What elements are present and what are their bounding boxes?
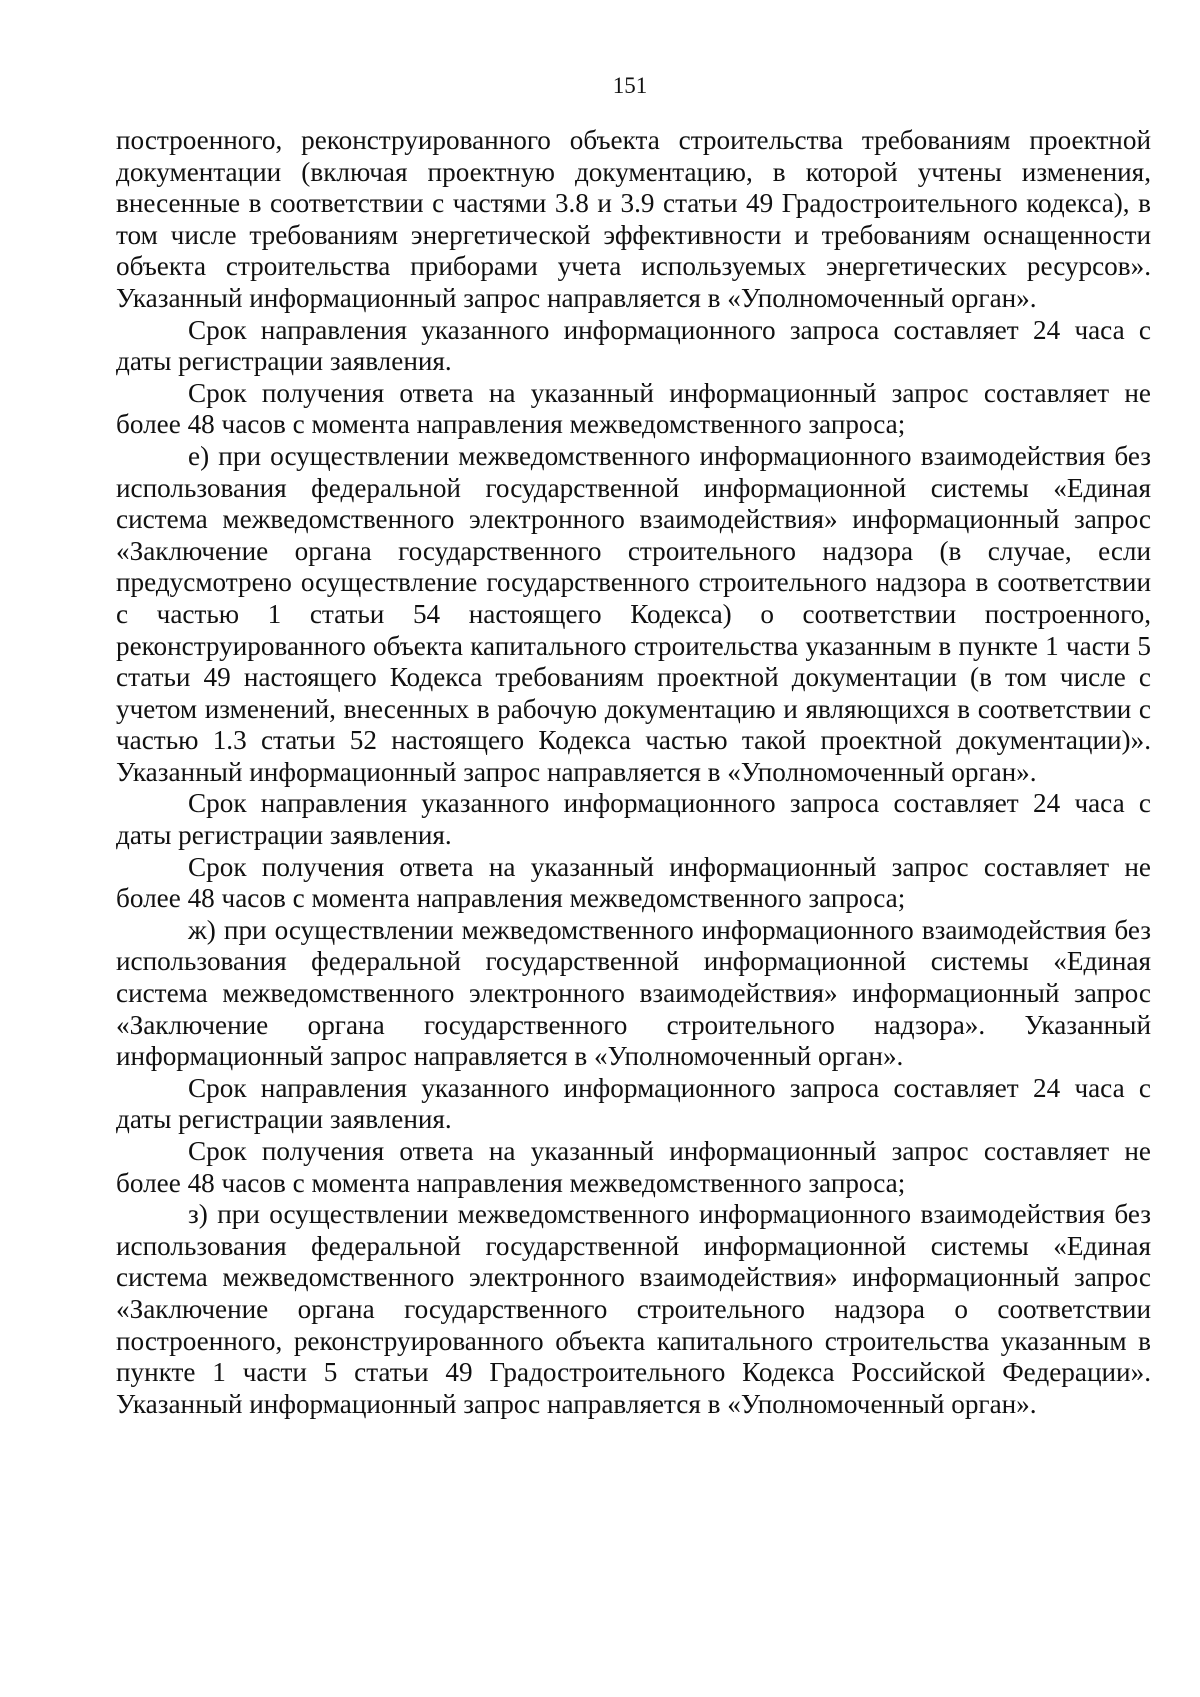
page-number: 151	[612, 73, 648, 98]
paragraph-item-z: з) при осуществлении межведомственного информационного взаимодействия без использования федеральной государственной информационной системы «Единая система межведомственного электронного взаимодействия» информационный запрос «Заключение органа государственного строительного надзора о соответствии построенного, реконструированного объекта капитального строительства указанным в пункте 1 части 5 статьи 49 Градостроительного Кодекса Российской Федерации». Указанный информационный запрос направляется в «Уполномоченный орган».	[116, 1199, 1151, 1419]
paragraph-continuation: построенного, реконструированного объекта строительства требованиям проектной документации (включая проектную документацию, в которой учтены изменения, внесенные в соответствии с частями 3.8 и 3.9 статьи 49 Градостроительного кодекса), в том числе требованиям энергетической эффективности и требованиям оснащенности объекта строительства приборами учета используемых энергетических ресурсов». Указанный информационный запрос направляется в «Уполномоченный орган».	[116, 125, 1151, 313]
paragraph-item-e: е) при осуществлении межведомственного информационного взаимодействия без использования федеральной государственной информационной системы «Единая система межведомственного электронного взаимодействия» информационный запрос «Заключение органа государственного строительного надзора (в случае, если предусмотрено осуществление государственного строительного надзора в соответствии с частью 1 статьи 54 настоящего Кодекса) о соответствии построенного, реконструированного объекта капитального строительства указанным в пункте 1 части 5 статьи 49 настоящего Кодекса требованиям проектной документации (в том числе с учетом изменений, внесенных в рабочую документацию и являющихся в соответствии с частью 1.3 статьи 52 настоящего Кодекса частью такой проектной документации)». Указанный информационный запрос направляется в «Уполномоченный орган».	[116, 440, 1151, 787]
paragraph-send-term: Срок направления указанного информационного запроса составляет 24 часа с даты регистрации заявления.	[116, 314, 1151, 377]
paragraph-send-term: Срок направления указанного информационного запроса составляет 24 часа с даты регистрации заявления.	[116, 1072, 1151, 1135]
paragraph-item-zh: ж) при осуществлении межведомственного информационного взаимодействия без использования федеральной государственной информационной системы «Единая система межведомственного электронного взаимодействия» информационный запрос «Заключение органа государственного строительного надзора». Указанный информационный запрос направляется в «Уполномоченный орган».	[116, 914, 1151, 1072]
paragraph-receive-term: Срок получения ответа на указанный информационный запрос составляет не более 48 часов с момента направления межведомственного запроса;	[116, 377, 1151, 440]
paragraph-receive-term: Срок получения ответа на указанный информационный запрос составляет не более 48 часов с момента направления межведомственного запроса;	[116, 851, 1151, 914]
paragraph-receive-term: Срок получения ответа на указанный информационный запрос составляет не более 48 часов с момента направления межведомственного запроса;	[116, 1136, 1151, 1198]
document-body	[116, 125, 1151, 1420]
paragraph-send-term: Срок направления указанного информационного запроса составляет 24 часа с даты регистрации заявления.	[116, 788, 1151, 851]
